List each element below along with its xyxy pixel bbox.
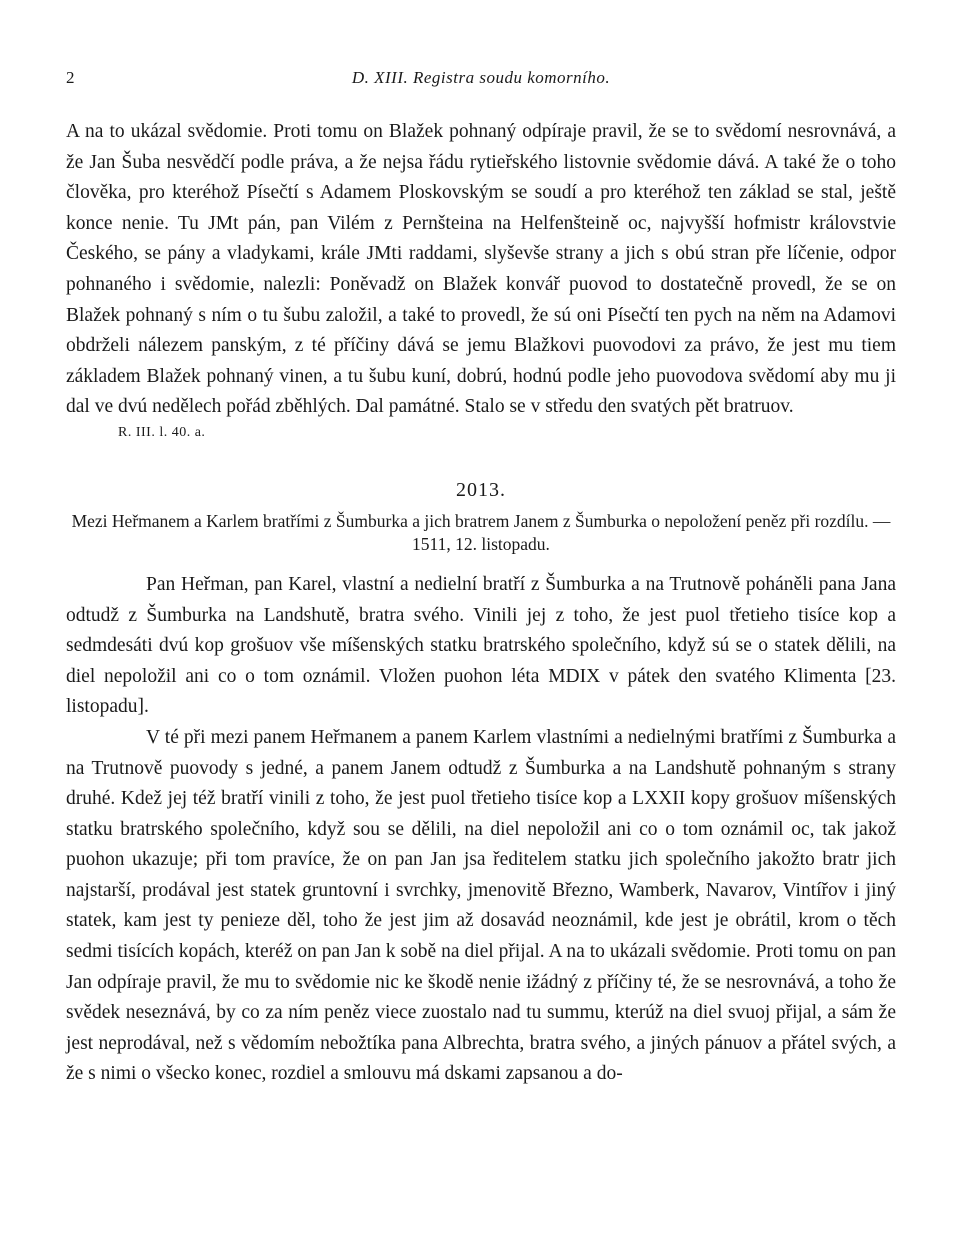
page-number: 2 (66, 68, 75, 87)
paragraph-1: A na to ukázal svědomie. Proti tomu on Blažek pohnaný odpíraje pravil, že se to svědomí nesrovnává, a že Jan Šuba nesvědčí podle práva, a že nejsa řádu rytieřského listovnie svědomie dává. A také že o toho člověka, pro kteréhož Písečtí s Adamem Ploskovským se soudí a pro kteréhož ten základ se stal, ještě konce nenie. Tu JMt pán, pan Vilém z Pernšteina na Helfenšteině oc, najvyšší hofmistr královstvie Českého, se pány a vladykami, krále JMti raddami, slyševše strany a jich s obú stran pře líčenie, odpor pohnaného i svědomie, nalezli: Poněvadž on Blažek konvář puovod to dostatečně provedl, že se on Blažek pohnaný s ním o tu šubu založil, a také to provedl, že sú oni Písečtí ten pych na něm na Adamovi obdrželi nálezem panským, z té příčiny dává se jemu Blažkovi puovodovi za právo, že jest mu tiem základem Blažek pohnaný vinen, a tu šubu kuní, dobrú, hodnú podle jeho puovodova svědomí aby mu ji dal ve dvú nedělech pořád zběhlých. Dal památné. Stalo se v středu den svatých pět bratruov. (66, 121, 896, 418)
paragraph-2: Pan Heřman, pan Karel, vlastní a nedielní bratří z Šumburka a na Trutnově poháněli pana Jana odtudž z Šumburka na Landshutě, bratra svého. Vinili jej z toho, že jest puol třetieho tisíce kop a sedmdesáti dvú kop grošuov vše míšenských statku bratrského společního, když sú se o statek dělili, na diel nepoložil ani co o tom oznámil. Vložen puohon léta MDIX v pátek den svatého Klimenta [23. listopadu]. (66, 573, 896, 718)
document-page (66, 68, 896, 1090)
page-header (66, 68, 896, 102)
source-reference: R. III. l. 40. a. (118, 424, 206, 440)
running-title: D. XIII. Registra soudu komorního. (351, 68, 611, 87)
entry-summary: Mezi Heřmanem a Karlem bratřími z Šumburka a jich bratrem Janem z Šumburka o nepoložení peněz při rozdílu. — 1511, 12. listopadu. (71, 510, 891, 554)
paragraph-3: V té při mezi panem Heřmanem a panem Karlem vlastními a nedielnými bratřími z Šumburka a na Trutnově puovody s jedné, a panem Janem odtudž z Šumburka a na Landshutě pohnaným s strany druhé. Kdež jej též bratří vinili z toho, že jest puol třetieho tisíce kop a LXXII kopy grošuov míšenských statku bratrského společního, když sou se dělili, na diel nepoložil ani co o tom oznámil oc, tak jakož puohon ukazuje; při tom pravíce, že on pan Jan jsa ředitelem statku jich společního jakožto bratr jich najstarší, prodával jest statek gruntovní i svrchky, jmenovitě Březno, Wamberk, Navarov, Vintířov i jiný statek, kam jest ty penieze děl, toho že jest jim až dosavád neoznámil, kde jest je obrátil, krom o těch sedmi tisících kopách, kteréž on pan Jan k sobě na diel přijal. A na to ukázali svědomie. Proti tomu on pan Jan odpíraje pravil, že mu to svědomie nic ke škodě nenie ižádný z příčiny té, že se nesrovnává, a toho že svědek neseznává, by co za ním peněz viece zuostalo nad tu summu, kterúž na diel svuoj přijal, a sám že jest neprodával, než s vědomím nebožtíka pana Albrechta, bratra svého, a jiných pánuov a přátel svých, a že s nimi o všecko konec, rozdiel a smlouvu má dskami zapsanou a do- (66, 726, 896, 1085)
entry-number: 2013. (456, 478, 506, 501)
